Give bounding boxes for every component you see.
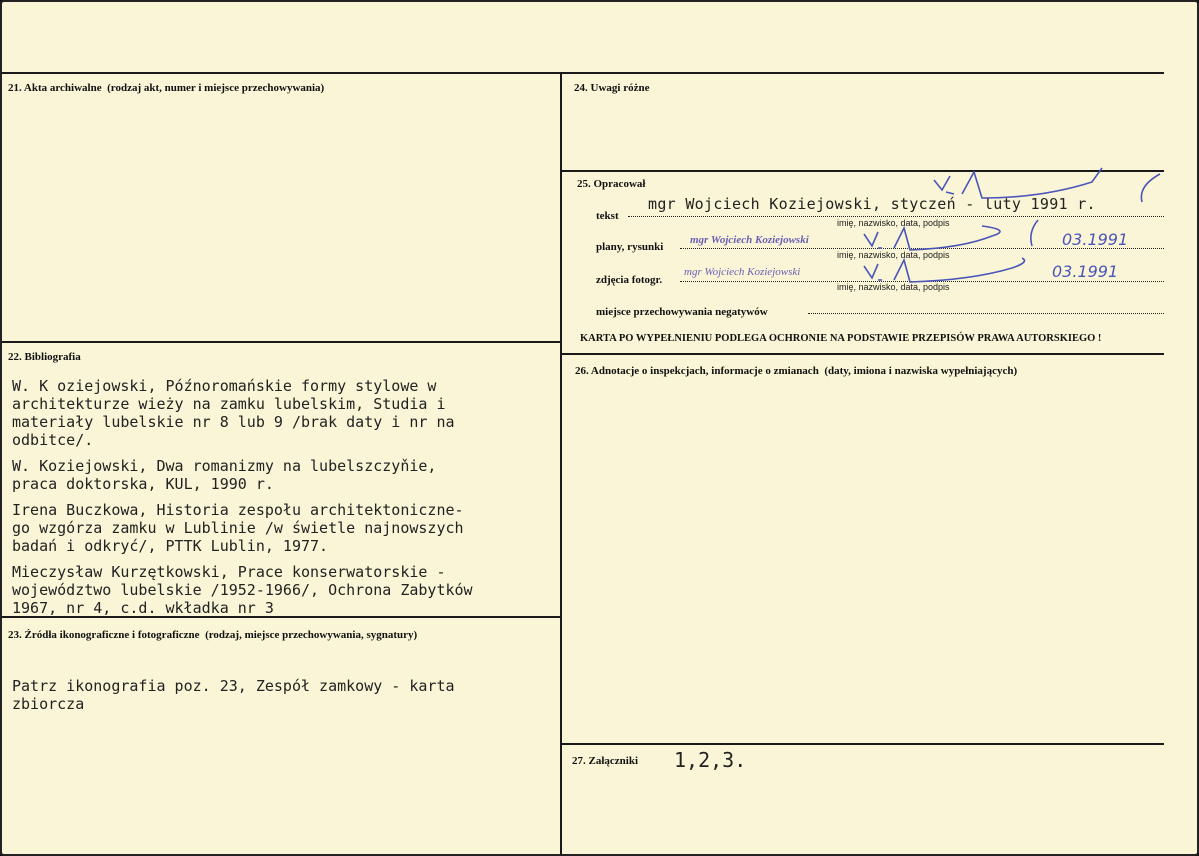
- bibliography-entry-3: Irena Buczkowa, Historia zespołu architektoniczne- go wzgórza zamku w Lublinie /w świetle najnowszych badań i odkryć/, PTTK Lublin, 1977.: [12, 501, 464, 555]
- plany-date: 03.1991: [1062, 230, 1129, 249]
- copyright-notice: KARTA PO WYPEŁNIENIU PODLEGA OCHRONIE NA PODSTAWIE PRZEPISÓW PRAWA AUTORSKIEGO !: [580, 333, 1102, 344]
- negatywy-dotted-line: [808, 313, 1164, 314]
- zdjecia-date: 03.1991: [1052, 262, 1119, 281]
- top-rule: [2, 72, 1164, 74]
- plany-stamp: mgr Wojciech Koziejowski: [690, 234, 809, 246]
- negatywy-label: miejsce przechowywania negatywów: [596, 306, 768, 318]
- section-24-label: 24. Uwagi różne: [574, 82, 650, 94]
- tekst-value: mgr Wojciech Koziejowski, styczeń - luty 1991 r.: [648, 195, 1096, 213]
- bibliography-list: [12, 377, 473, 625]
- sources-text: Patrz ikonografia poz. 23, Zespół zamkowy - karta zbiorcza: [12, 677, 455, 713]
- bibliography-entry-1: W. K oziejowski, Późnoromańskie formy stylowe w architekturze wieży na zamku lubelskim, Studia i materiały lubelskie nr 8 lub 9 /brak daty i nr na odbitce/.: [12, 377, 455, 449]
- tekst-label: tekst: [596, 210, 619, 222]
- tekst-caption: imię, nazwisko, data, podpis: [837, 218, 950, 228]
- zdjecia-caption: imię, nazwisko, data, podpis: [837, 282, 950, 292]
- section-22-label: 22. Bibliografia: [8, 351, 81, 363]
- plany-caption: imię, nazwisko, data, podpis: [837, 250, 950, 260]
- section-21-label: 21. Akta archiwalne (rodzaj akt, numer i miejsce przechowywania): [8, 82, 325, 94]
- section-27-label: 27. Załączniki: [572, 755, 639, 767]
- rule-26-27: [561, 743, 1164, 745]
- bibliography-entry-2: W. Koziejowski, Dwa romanizmy na lubelszczyňie, praca doktorska, KUL, 1990 r.: [12, 457, 437, 493]
- zdjecia-stamp: mgr Wojciech Koziejowski: [684, 266, 801, 278]
- signature-mark: [842, 162, 1172, 292]
- rule-21-22: [2, 341, 561, 343]
- zalaczniki-value: 1,2,3.: [674, 748, 747, 772]
- section-23-label: 23. Źródła ikonograficzne i fotograficzne (rodzaj, miejsce przechowywania, sygnatury): [8, 629, 418, 641]
- center-divider: [560, 72, 562, 854]
- plany-label: plany, rysunki: [596, 241, 664, 253]
- bibliography-entry-4: Mieczysław Kurzętkowski, Prace konserwatorskie - województwo lubelskie /1952-1966/, Ochrona Zabytków 1967, nr 4, c.d. wkładka nr 3: [12, 563, 473, 617]
- section-25-label: 25. Opracował: [577, 178, 646, 190]
- section-26-label: 26. Adnotacje o inspekcjach, informacje o zmianach (daty, imiona i nazwiska wypełniających): [575, 365, 1018, 377]
- zdjecia-label: zdjęcia fotogr.: [596, 274, 663, 286]
- rule-25-26: [561, 353, 1164, 355]
